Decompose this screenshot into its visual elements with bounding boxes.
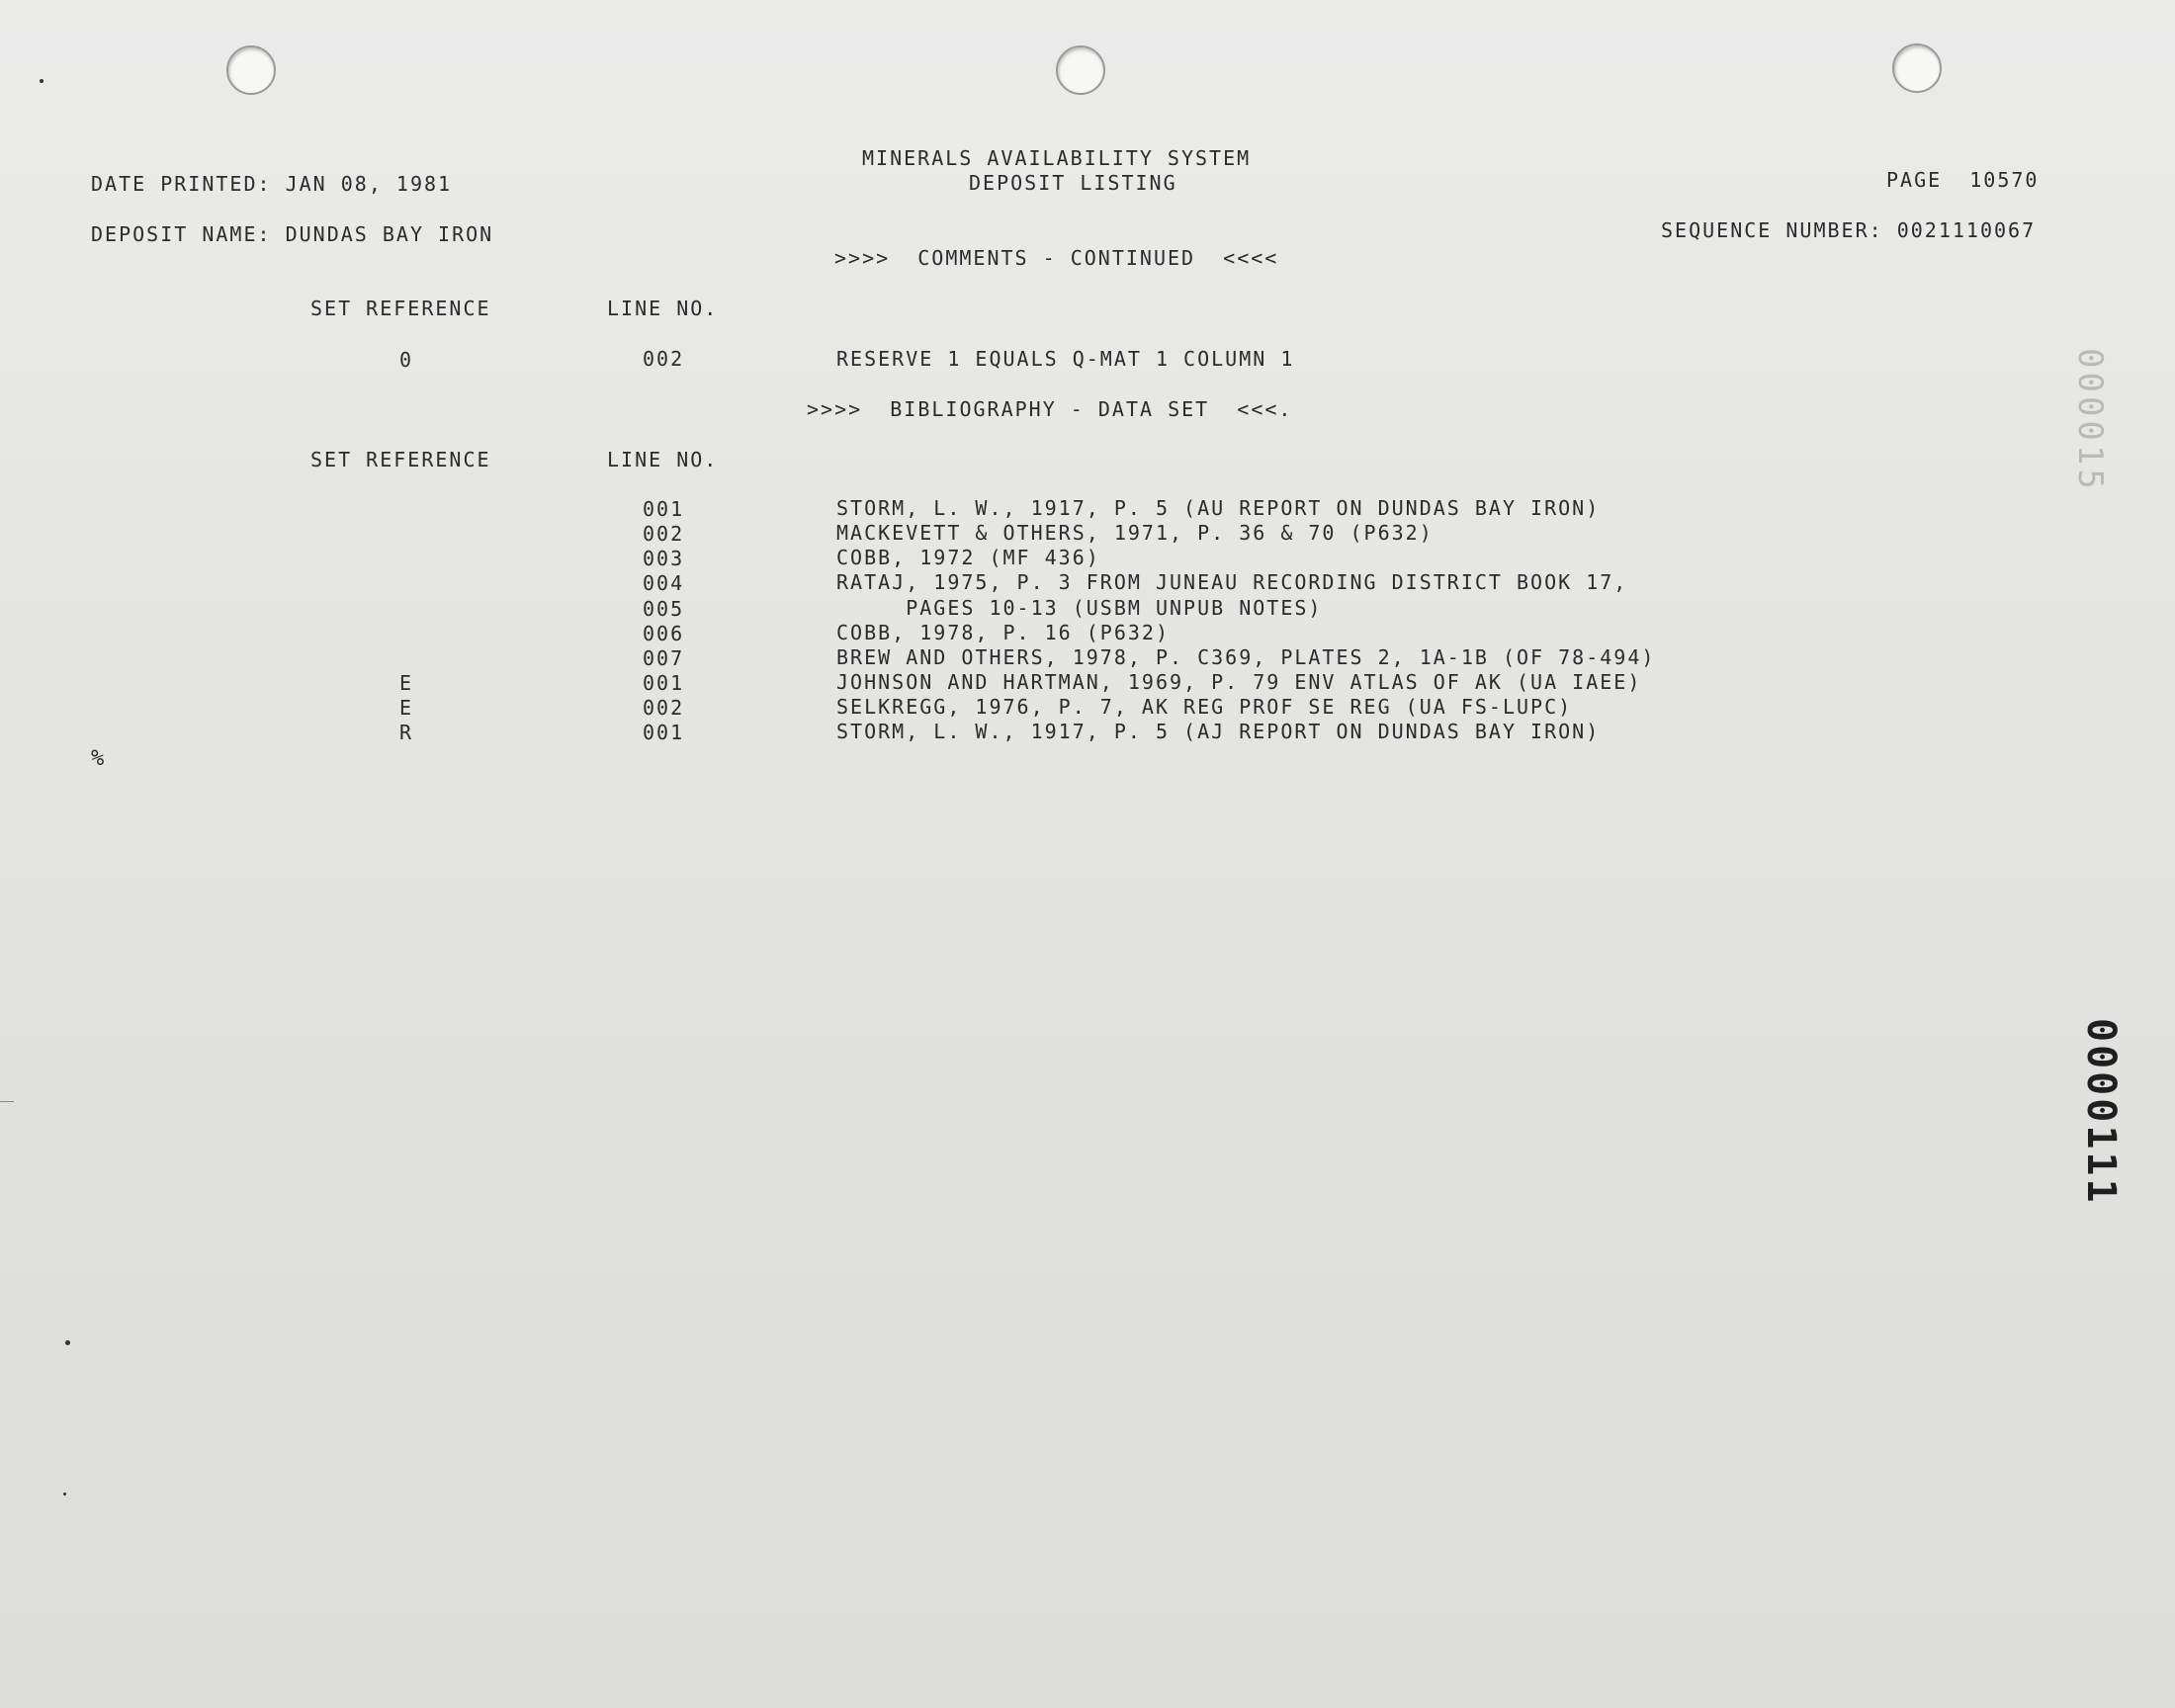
citation-text-cell: JOHNSON AND HARTMAN, 1969, P. 79 ENV ATLAS OF AK (UA IAEE) — [836, 670, 1642, 694]
line-no-cell: 002 — [643, 347, 685, 371]
date-printed: DATE PRINTED: JAN 08, 1981 — [91, 172, 453, 196]
citation-text-cell: BREW AND OTHERS, 1978, P. C369, PLATES 2, 1A-1B (OF 78-494) — [836, 645, 1656, 669]
citation-text-cell: COBB, 1978, P. 16 (P632) — [836, 621, 1170, 644]
line-no-cell: 007 — [643, 646, 685, 670]
page-number: PAGE 10570 — [1886, 168, 2040, 192]
line-no-cell: 006 — [643, 622, 685, 645]
column-header-set-reference: SET REFERENCE — [310, 297, 491, 320]
punch-hole — [226, 45, 276, 95]
set-reference-cell: 0 — [399, 348, 414, 372]
sequence-number: SEQUENCE NUMBER: 0021110067 — [1661, 218, 2037, 242]
line-no-cell: 001 — [643, 671, 685, 695]
punch-hole — [1056, 45, 1105, 95]
bibliography-banner: >>>> BIBLIOGRAPHY - DATA SET <<<. — [807, 397, 1293, 421]
speck — [40, 79, 44, 83]
citation-text-cell: MACKEVETT & OTHERS, 1971, P. 36 & 70 (P632) — [836, 521, 1434, 545]
line-no-cell: 002 — [643, 522, 685, 546]
set-reference-cell: E — [399, 696, 414, 720]
line-no-cell: 001 — [643, 497, 685, 521]
citation-text-cell: PAGES 10-13 (USBM UNPUB NOTES) — [836, 596, 1323, 620]
citation-text-cell: STORM, L. W., 1917, P. 5 (AU REPORT ON DUNDAS BAY IRON) — [836, 496, 1601, 520]
deposit-name: DEPOSIT NAME: DUNDAS BAY IRON — [91, 222, 494, 246]
end-marker: % — [91, 746, 107, 771]
citation-text-cell: STORM, L. W., 1917, P. 5 (AJ REPORT ON DUNDAS BAY IRON) — [836, 720, 1601, 743]
citation-text-cell: SELKREGG, 1976, P. 7, AK REG PROF SE REG (UA FS-LUPC) — [836, 695, 1573, 719]
line-no-cell: 004 — [643, 571, 685, 595]
margin-stamp-lower: 0000111 — [2078, 1018, 2124, 1206]
citation-text-cell: COBB, 1972 (MF 436) — [836, 546, 1100, 569]
line-no-cell: 005 — [643, 597, 685, 621]
citation-text-cell: RATAJ, 1975, P. 3 FROM JUNEAU RECORDING DISTRICT BOOK 17, — [836, 570, 1628, 594]
speck — [63, 1493, 66, 1495]
comments-banner: >>>> COMMENTS - CONTINUED <<<< — [834, 246, 1279, 270]
column-header-set-reference: SET REFERENCE — [310, 448, 491, 471]
line-no-cell: 001 — [643, 721, 685, 744]
system-title: MINERALS AVAILABILITY SYSTEM — [862, 146, 1252, 170]
line-no-cell: 003 — [643, 547, 685, 570]
line-no-cell: 002 — [643, 696, 685, 720]
set-reference-cell: R — [399, 721, 414, 744]
edge-mark — [0, 1101, 14, 1102]
set-reference-cell: E — [399, 671, 414, 695]
system-subtitle: DEPOSIT LISTING — [969, 171, 1177, 195]
comment-text-cell: RESERVE 1 EQUALS Q-MAT 1 COLUMN 1 — [836, 347, 1295, 371]
speck — [65, 1340, 70, 1345]
punch-hole — [1892, 43, 1942, 93]
column-header-line-no: LINE NO. — [607, 448, 719, 471]
column-header-line-no: LINE NO. — [607, 297, 719, 320]
margin-stamp-upper: 000015 — [2070, 348, 2110, 493]
